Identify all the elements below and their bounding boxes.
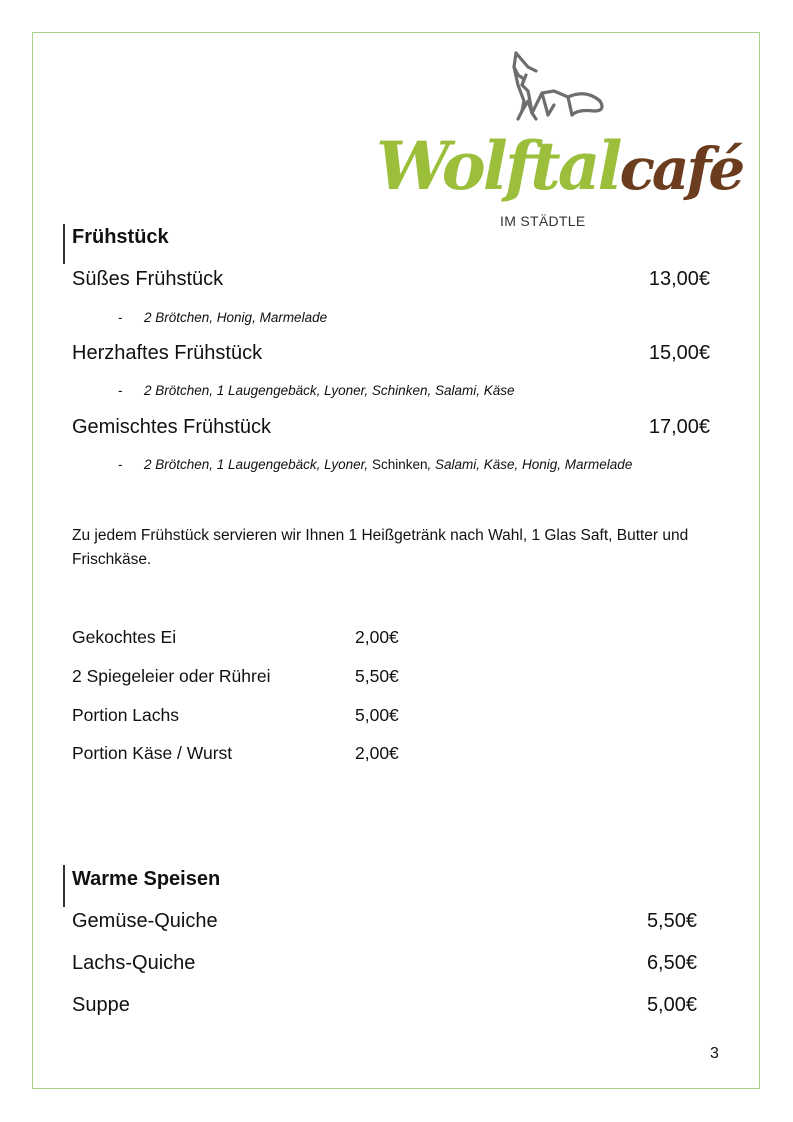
logo-wordmark	[376, 127, 743, 205]
list-dash: -	[118, 457, 123, 472]
description-text: 2 Brötchen, 1 Laugengebäck, Lyoner, Schinken, Salami, Käse	[144, 383, 515, 398]
logo-subtitle: IM STÄDTLE	[500, 213, 586, 229]
description-text: 2 Brötchen, Honig, Marmelade	[144, 310, 328, 325]
list-dash: -	[118, 383, 123, 398]
menu-item-name: Gemüse-Quiche	[72, 910, 218, 932]
extra-item-name: Portion Lachs	[72, 705, 180, 725]
section-title-breakfast: Frühstück	[72, 226, 169, 248]
menu-item-price: 5,00€	[646, 994, 697, 1016]
menu-item-name: Herzhaftes Frühstück	[72, 342, 263, 364]
menu-item-name: Gemischtes Frühstück	[72, 416, 271, 438]
extra-item-name: Portion Käse / Wurst	[72, 743, 233, 763]
description-text: 2 Brötchen, 1 Laugengebäck, Lyoner,	[144, 457, 369, 472]
menu-item-description	[118, 457, 632, 472]
extra-item-name: 2 Spiegeleier oder Rührei	[72, 666, 271, 686]
page-number: 3	[710, 1045, 719, 1062]
extra-item-name: Gekochtes Ei	[72, 627, 177, 647]
breakfast-note: Zu jedem Frühstück servieren wir Ihnen 1 Heißgetränk nach Wahl, 1 Glas Saft, Butter und Frischkäse.	[72, 527, 689, 568]
section-marker	[63, 865, 65, 907]
extra-item-price: 2,00€	[355, 743, 399, 763]
menu-item-price: 6,50€	[646, 952, 697, 974]
menu-item-name: Suppe	[72, 994, 130, 1016]
logo-wordmark-wolftal: Wolftal	[376, 127, 620, 205]
extra-item-price: 5,00€	[355, 705, 399, 725]
extra-item-price: 2,00€	[355, 627, 399, 647]
list-dash: -	[118, 310, 123, 325]
menu-item-price: 17,00€	[648, 416, 710, 438]
extra-item-price: 5,50€	[355, 666, 399, 686]
menu-item-description	[118, 310, 327, 325]
menu-item-price: 5,50€	[646, 910, 697, 932]
menu-item-description	[118, 383, 515, 398]
menu-item-name: Süßes Frühstück	[72, 268, 224, 290]
howling-wolf-icon	[372, 45, 732, 135]
cafe-logo	[372, 45, 743, 235]
section-title-warm-dishes: Warme Speisen	[72, 868, 221, 890]
logo-wordmark-cafe: café	[619, 135, 743, 203]
description-text-plain: Schinken	[368, 457, 428, 472]
section-marker	[63, 224, 65, 264]
description-text: , Salami, Käse, Honig, Marmelade	[427, 457, 633, 472]
menu-item-price: 15,00€	[648, 342, 710, 364]
menu-item-name: Lachs-Quiche	[72, 952, 196, 974]
menu-item-price: 13,00€	[648, 268, 710, 290]
